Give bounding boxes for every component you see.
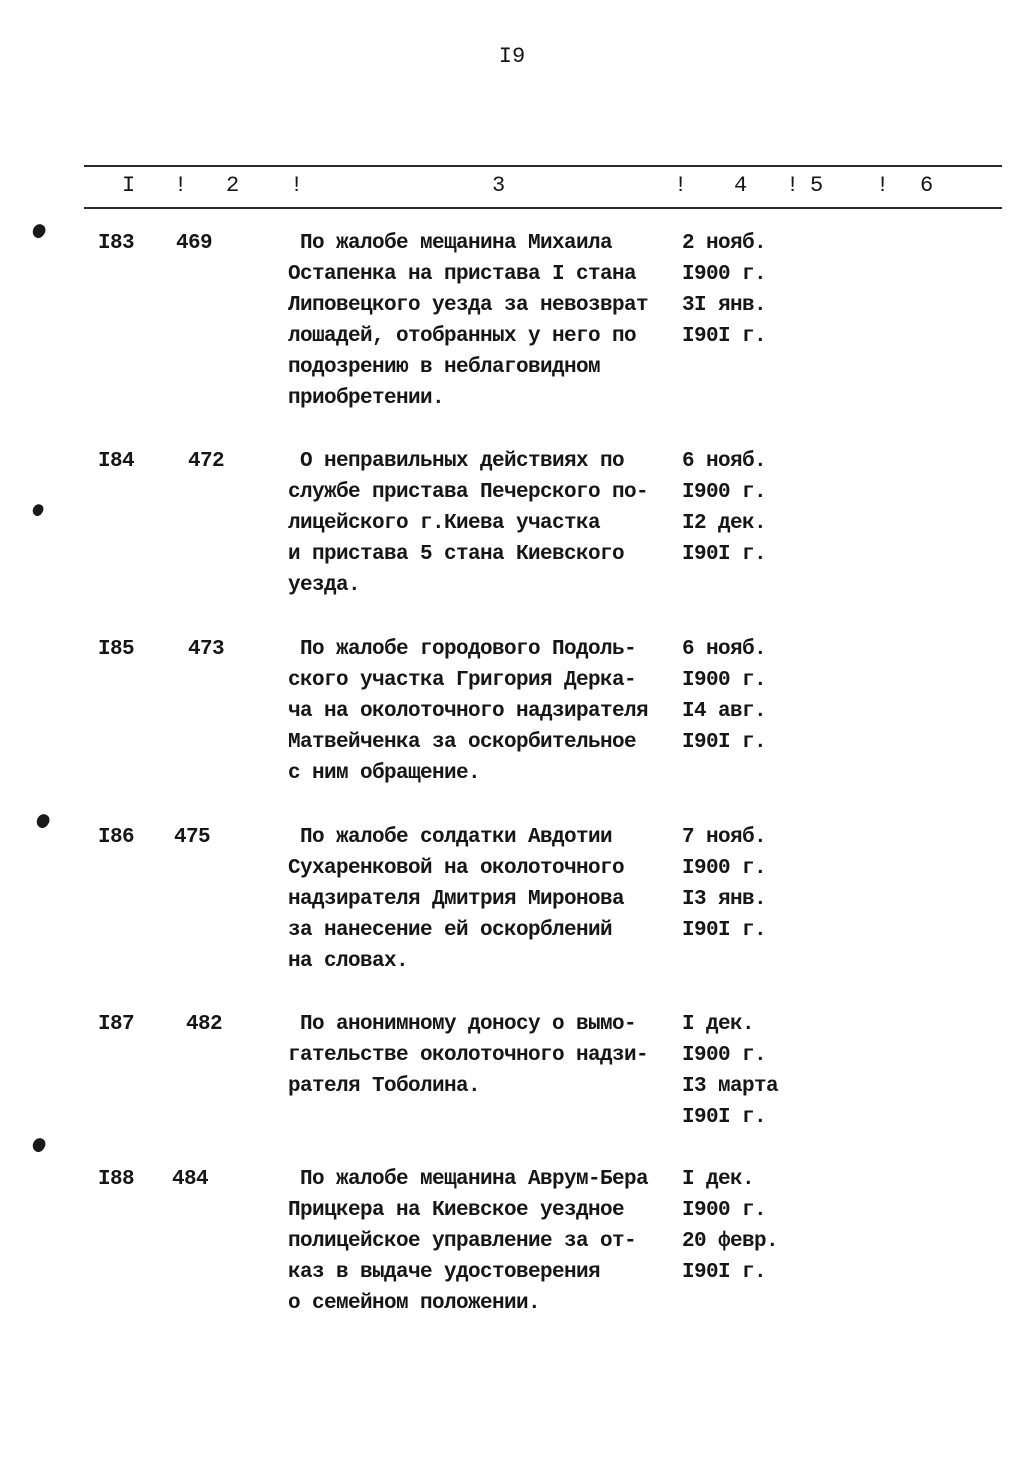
entry-description (288, 446, 678, 601)
archive-number: 482 (186, 1013, 223, 1036)
date-line: 7 нояб. (682, 826, 767, 849)
column-header-6: 6 (920, 173, 934, 198)
date-line: I90I г. (682, 919, 767, 942)
archive-number: 484 (172, 1168, 209, 1191)
archive-number: 472 (188, 450, 225, 473)
column-header-5: 5 (810, 173, 824, 198)
entry-dates (682, 634, 802, 758)
description-line: Сухаренковой на околоточного (288, 857, 625, 880)
column-separator: ! (876, 173, 890, 198)
page-number: I9 (498, 44, 526, 69)
archive-number: 475 (174, 826, 211, 849)
description-line: рателя Тоболина. (288, 1075, 481, 1098)
description-line: По жалобе мещанина Аврум-Бера (300, 1168, 649, 1191)
date-line: I дек. (682, 1168, 755, 1191)
entry-number: I85 (98, 638, 135, 661)
description-line: лицейского г.Киева участка (288, 512, 601, 535)
column-separator: ! (674, 173, 688, 198)
date-line: I90I г. (682, 1106, 767, 1129)
header-rule-top (84, 165, 1002, 167)
entry-number: I88 (98, 1168, 135, 1191)
entry-description (288, 634, 678, 789)
entry-dates (682, 1009, 802, 1133)
binding-hole-mark (30, 502, 45, 518)
column-separator: ! (290, 173, 304, 198)
description-line: подозрению в неблаговидном (288, 356, 601, 379)
archive-number: 473 (188, 638, 225, 661)
description-line: гательстве околоточного надзи- (288, 1044, 649, 1067)
entry-description (288, 1009, 678, 1102)
binding-hole-mark (34, 812, 52, 830)
description-line: По жалобе солдатки Авдотии (300, 826, 613, 849)
description-line: По анонимному доносу о вымо- (300, 1013, 637, 1036)
description-line: ского участка Григория Дерка- (288, 669, 637, 692)
description-line: о семейном положении. (288, 1292, 541, 1315)
date-line: I3 янв. (682, 888, 767, 911)
date-line: I900 г. (682, 1199, 767, 1222)
description-line: за нанесение ей оскорблений (288, 919, 613, 942)
description-line: и пристава 5 стана Киевского (288, 543, 625, 566)
archive-number: 469 (176, 232, 213, 255)
date-line: I900 г. (682, 857, 767, 880)
date-line: I2 дек. (682, 512, 767, 535)
description-line: уезда. (288, 574, 361, 597)
date-line: I дек. (682, 1013, 755, 1036)
description-line: каз в выдаче удостоверения (288, 1261, 601, 1284)
description-line: По жалобе мещанина Михаила (300, 232, 613, 255)
date-line: I900 г. (682, 1044, 767, 1067)
column-separator: ! (786, 173, 800, 198)
entry-number: I84 (98, 450, 135, 473)
description-line: По жалобе городового Подоль- (300, 638, 637, 661)
binding-hole-mark (30, 222, 48, 240)
description-line: Прицкера на Киевское уездное (288, 1199, 625, 1222)
date-line: I90I г. (682, 731, 767, 754)
date-line: I90I г. (682, 543, 767, 566)
entry-dates (682, 446, 802, 570)
entry-number: I83 (98, 232, 135, 255)
entry-dates (682, 1164, 802, 1288)
description-line: с ним обращение. (288, 762, 481, 785)
description-line: Липовецкого уезда за невозврат (288, 294, 649, 317)
date-line: I3 марта (682, 1075, 779, 1098)
date-line: I4 авг. (682, 700, 767, 723)
description-line: приобретении. (288, 387, 445, 410)
date-line: 2 нояб. (682, 232, 767, 255)
description-line: Матвейченка за оскорбительное (288, 731, 637, 754)
description-line: ча на околоточного надзирателя (288, 700, 649, 723)
entry-description (288, 228, 678, 414)
entry-number: I86 (98, 826, 135, 849)
description-line: надзирателя Дмитрия Миронова (288, 888, 625, 911)
date-line: 6 нояб. (682, 638, 767, 661)
date-line: I900 г. (682, 481, 767, 504)
binding-hole-mark (30, 1136, 48, 1154)
column-header-2: 2 (226, 173, 240, 198)
date-line: I900 г. (682, 669, 767, 692)
description-line: службе пристава Печерского по- (288, 481, 649, 504)
column-header-3: 3 (492, 173, 506, 198)
description-line: О неправильных действиях по (300, 450, 625, 473)
entry-dates (682, 228, 802, 352)
column-header-4: 4 (734, 173, 748, 198)
entry-dates (682, 822, 802, 946)
entry-description (288, 822, 678, 977)
column-header-1: I (122, 173, 136, 198)
column-separator: ! (174, 173, 188, 198)
date-line: 3I янв. (682, 294, 767, 317)
date-line: I900 г. (682, 263, 767, 286)
entry-number: I87 (98, 1013, 135, 1036)
date-line: I90I г. (682, 1261, 767, 1284)
entry-description (288, 1164, 678, 1319)
date-line: I90I г. (682, 325, 767, 348)
description-line: на словах. (288, 950, 409, 973)
date-line: 20 февр. (682, 1230, 779, 1253)
header-rule-bottom (84, 207, 1002, 209)
description-line: Остапенка на пристава I стана (288, 263, 637, 286)
date-line: 6 нояб. (682, 450, 767, 473)
description-line: лошадей, отобранных у него по (288, 325, 637, 348)
description-line: полицейское управление за от- (288, 1230, 637, 1253)
